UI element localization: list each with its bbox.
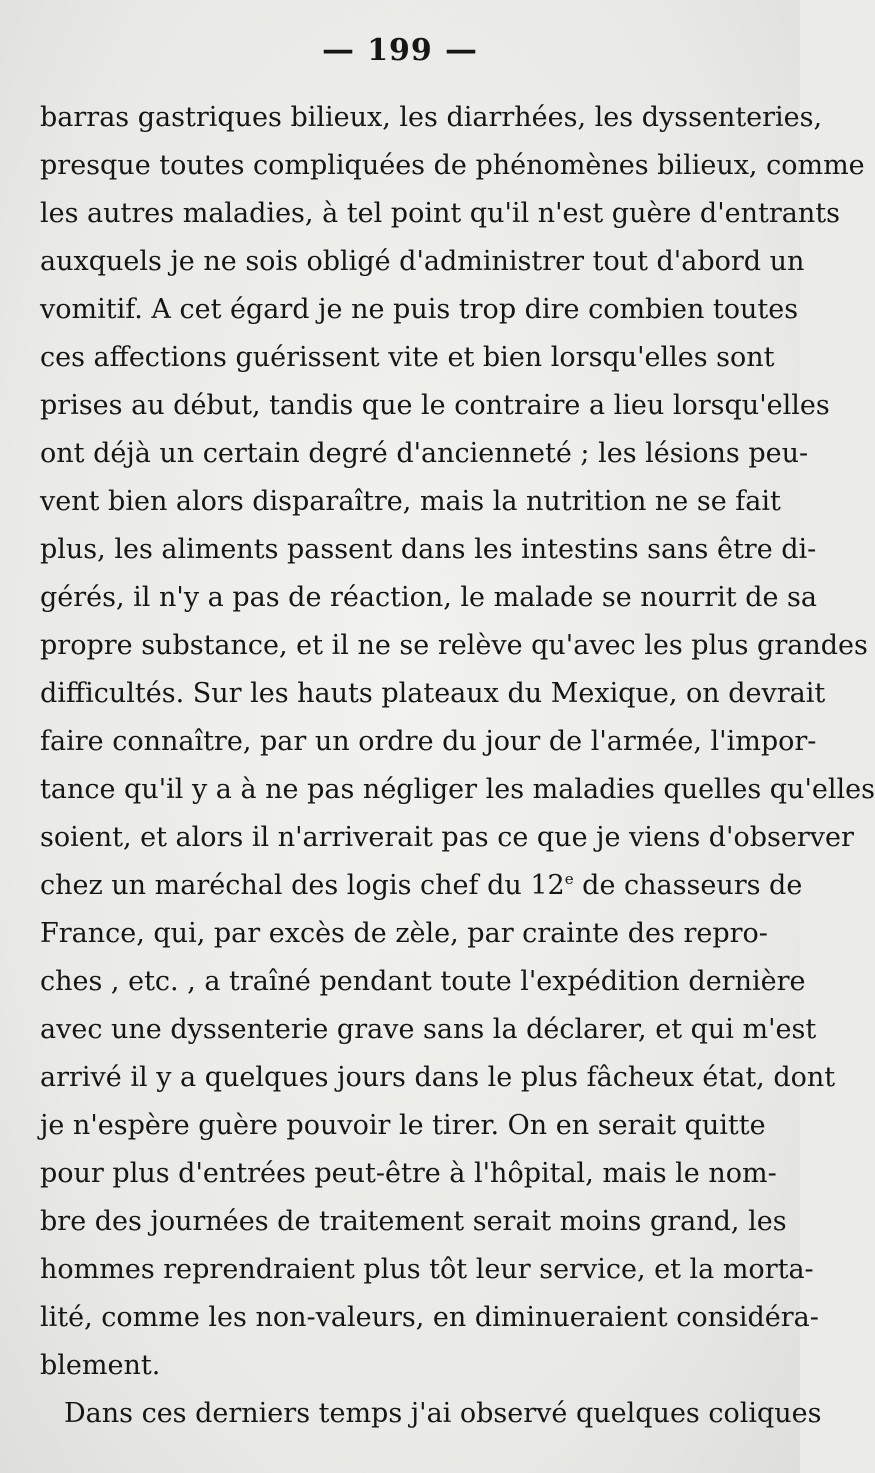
text-line: les autres maladies, à tel point qu'il n'est guère d'entrants <box>40 198 840 229</box>
text-line: hommes reprendraient plus tôt leur service, et la morta- <box>40 1254 814 1285</box>
text-fragment: chez un maréchal des logis chef du 12 <box>40 870 565 901</box>
text-line: lité, comme les non-valeurs, en diminueraient considéra- <box>40 1302 819 1333</box>
text-line: presque toutes compliquées de phénomènes bilieux, comme <box>40 150 865 181</box>
text-line: propre substance, et il ne se relève qu'avec les plus grandes <box>40 630 868 661</box>
text-line: blement. <box>40 1350 161 1381</box>
text-line: avec une dyssenterie grave sans la déclarer, et qui m'est <box>40 1014 817 1045</box>
text-line: vent bien alors disparaître, mais la nutrition ne se fait <box>40 486 781 517</box>
header-dash-right: — <box>444 30 478 68</box>
text-line: faire connaître, par un ordre du jour de l'armée, l'impor- <box>40 726 817 757</box>
text-line: difficultés. Sur les hauts plateaux du Mexique, on devrait <box>40 678 826 709</box>
body-text <box>40 94 875 1438</box>
text-line: gérés, il n'y a pas de réaction, le malade se nourrit de sa <box>40 582 818 613</box>
text-fragment: de chasseurs de <box>573 870 803 901</box>
text-line: ont déjà un certain degré d'ancienneté ; les lésions peu- <box>40 438 809 469</box>
text-line: pour plus d'entrées peut-être à l'hôpital, mais le nom- <box>40 1158 777 1189</box>
text-line: je n'espère guère pouvoir le tirer. On en serait quitte <box>40 1110 766 1141</box>
text-line: tance qu'il y a à ne pas négliger les maladies quelles qu'elles <box>40 774 875 805</box>
text-line: soient, et alors il n'arriverait pas ce que je viens d'observer <box>40 822 854 853</box>
page-header <box>0 30 800 68</box>
text-line: plus, les aliments passent dans les intestins sans être di- <box>40 534 817 565</box>
ordinal-superscript: e <box>564 870 574 888</box>
text-line: France, qui, par excès de zèle, par crainte des repro- <box>40 918 768 949</box>
text-line: ches , etc. , a traîné pendant toute l'expédition dernière <box>40 966 806 997</box>
header-dash-left: — <box>322 30 356 68</box>
text-line: prises au début, tandis que le contraire a lieu lorsqu'elles <box>40 390 830 421</box>
text-line: arrivé il y a quelques jours dans le plus fâcheux état, dont <box>40 1062 836 1093</box>
text-line: barras gastriques bilieux, les diarrhées, les dyssenteries, <box>40 102 823 133</box>
page-number: 199 <box>367 33 433 68</box>
text-line: ces affections guérissent vite et bien lorsqu'elles sont <box>40 342 775 373</box>
text-line: auxquels je ne sois obligé d'administrer tout d'abord un <box>40 246 805 277</box>
text-line: bre des journées de traitement serait moins grand, les <box>40 1206 787 1237</box>
text-line <box>40 862 803 910</box>
text-line: vomitif. A cet égard je ne puis trop dire combien toutes <box>40 294 799 325</box>
paragraph-start-line: Dans ces derniers temps j'ai observé quelques coliques <box>64 1398 822 1429</box>
